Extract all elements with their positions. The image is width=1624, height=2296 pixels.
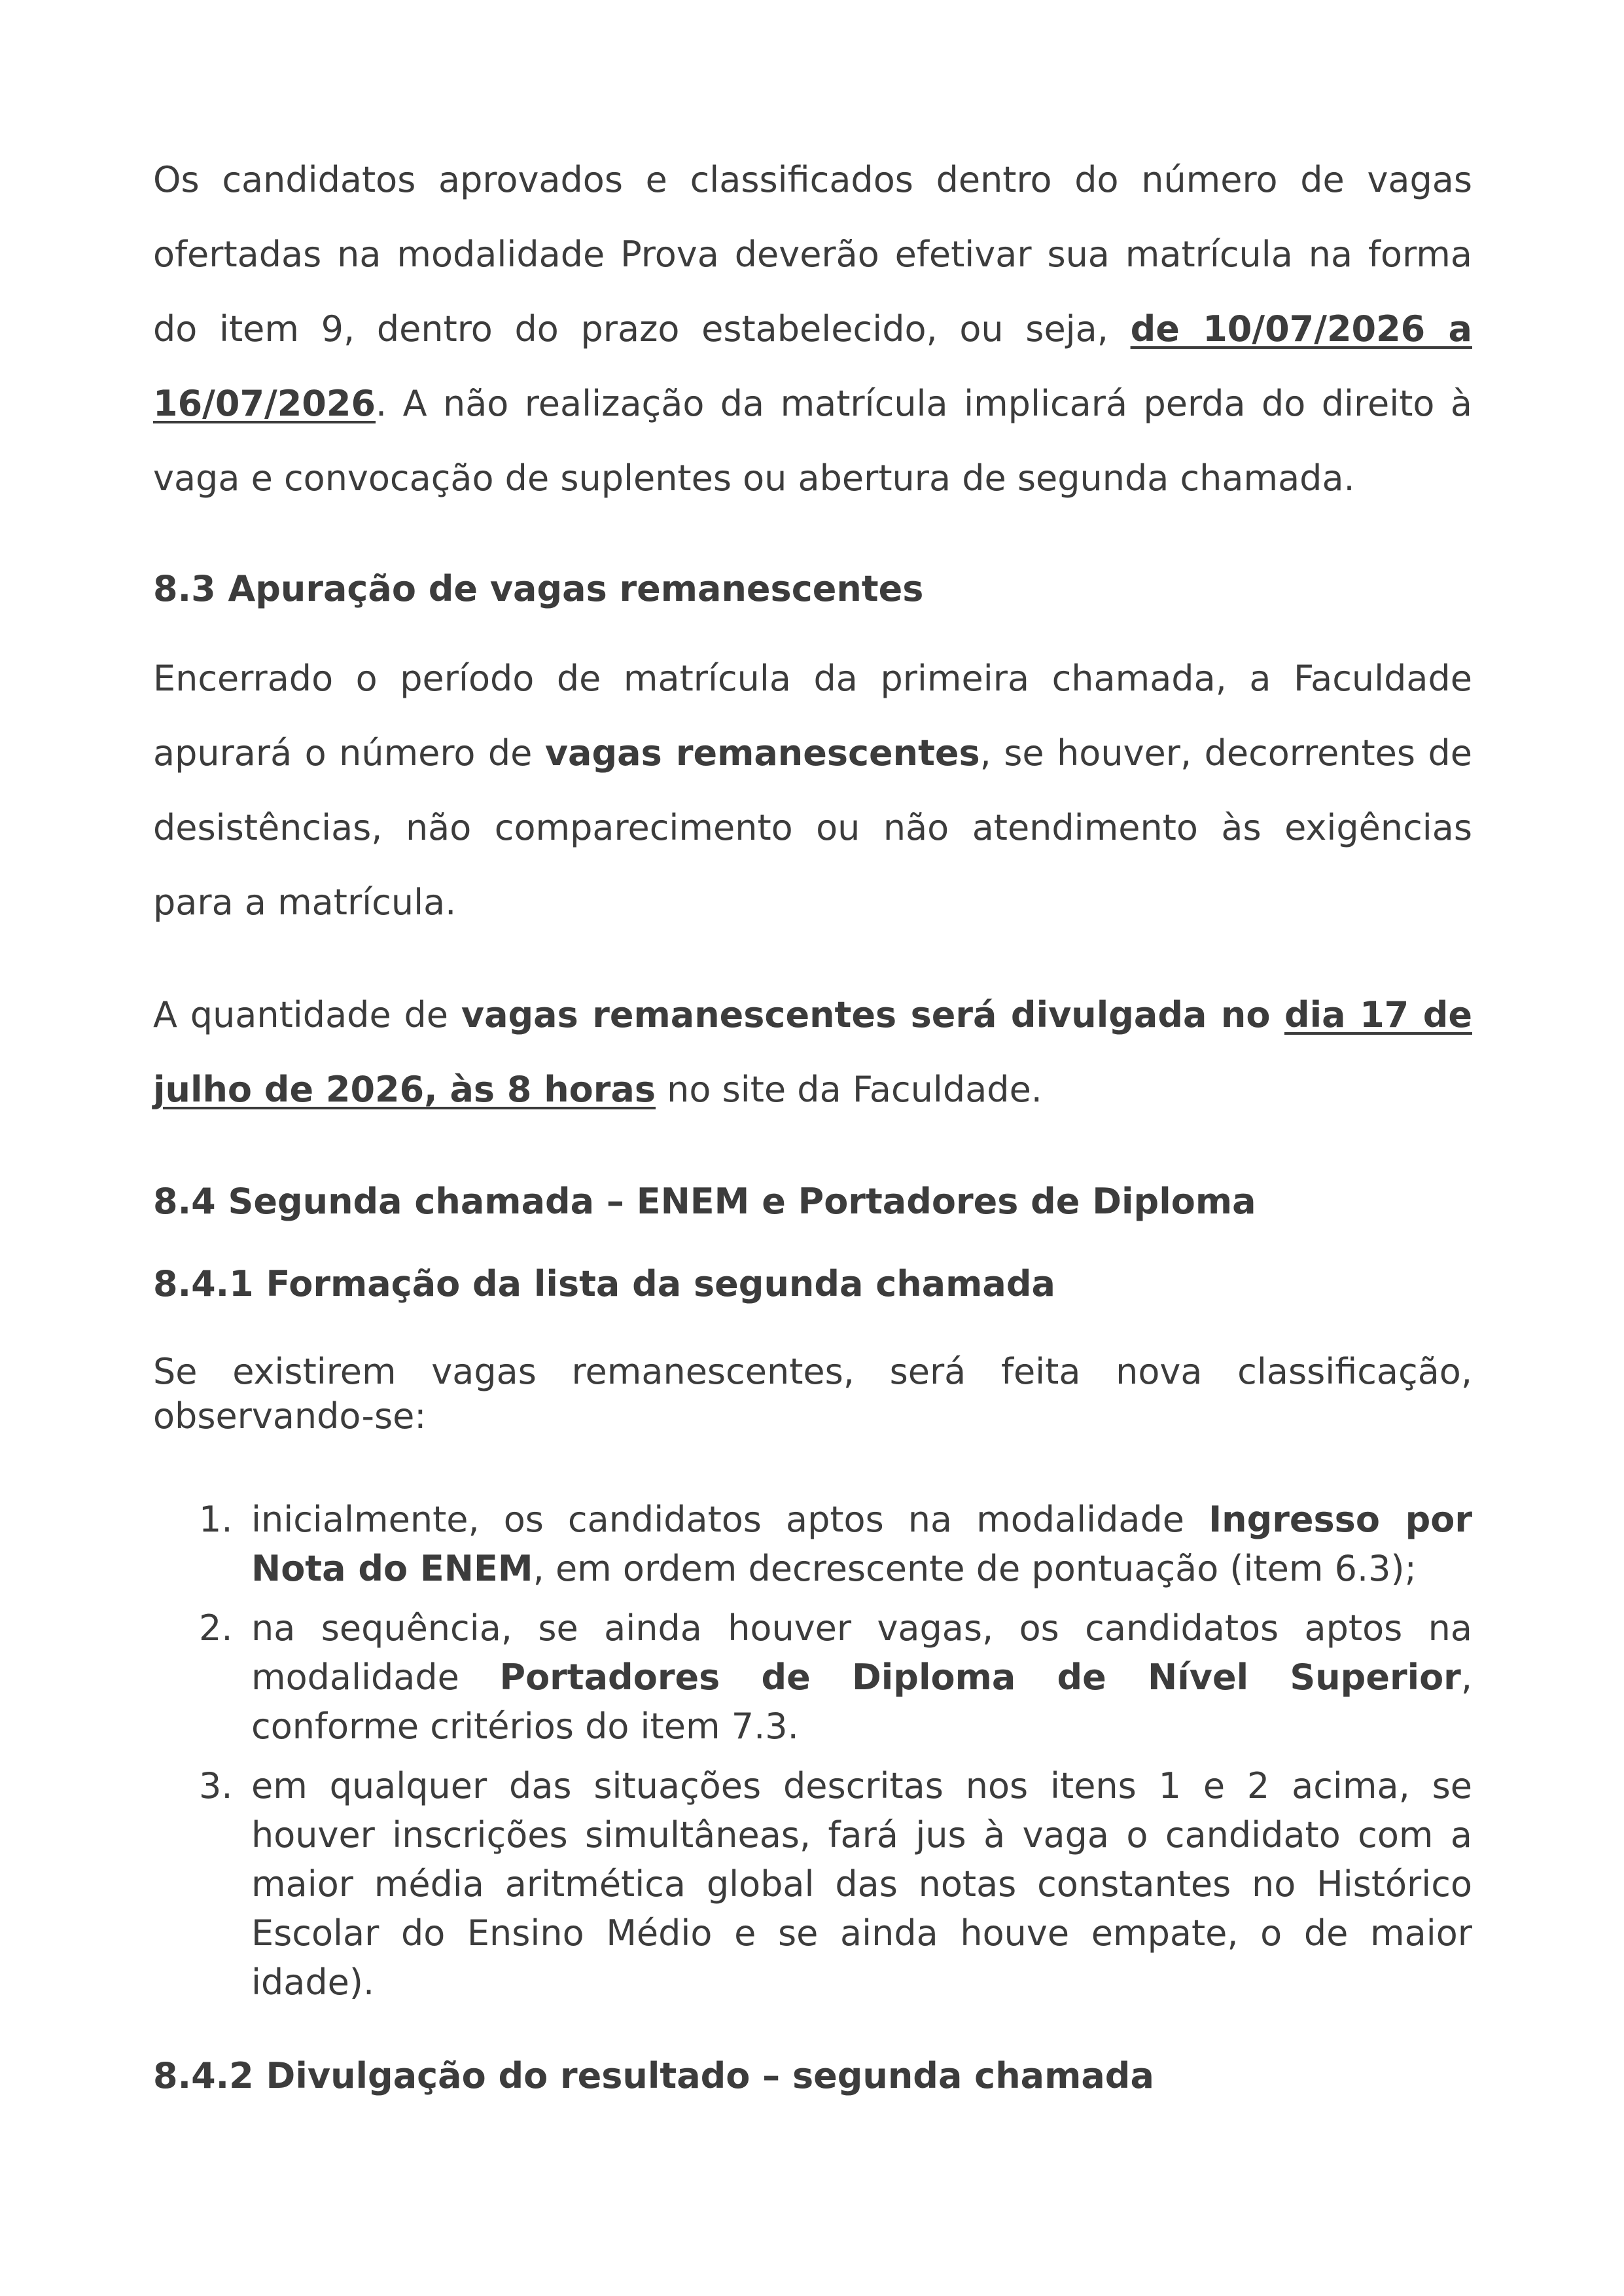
classification-criteria-list xyxy=(153,1495,1472,2017)
section-heading-8-4: 8.4 Segunda chamada – ENEM e Portadores de Diploma xyxy=(153,1181,1256,1222)
enrollment-date-range: de 10/07/2026 a 16/07/2026 xyxy=(153,308,1472,424)
paragraph-enrollment-deadline: Os candidatos aprovados e classificados dentro do número de vagas ofertadas na modalidade Prova deverão efetivar sua matrícula na forma do item 9, dentro do prazo estabelecido, ou seja, de 10/07/2026 a 16/07/2026. A não realização da matrícula implicará perda do direito à vaga e convocação de suplentes ou abertura de segunda chamada. xyxy=(153,159,1472,499)
subsection-heading-8-4-1: 8.4.1 Formação da lista da segunda chamada xyxy=(153,1263,1055,1304)
list-item: 2. na sequência, se ainda houver vagas, os candidatos aptos na modalidade Portadores de Diploma de Nível Superior, conforme critérios do item 7.3. xyxy=(199,1607,1472,1747)
paragraph-second-call-intro: Se existirem vagas remanescentes, será feita nova classificação, observando-se: xyxy=(153,1351,1472,1437)
subsection-heading-8-4-2: 8.4.2 Divulgação do resultado – segunda chamada xyxy=(153,2055,1154,2096)
paragraph-remaining-vacancies: Encerrado o período de matrícula da primeira chamada, a Faculdade apurará o número de vagas remanescentes, se houver, decorrentes de desistências, não comparecimento ou não atendimento às exigências para a matrícula. xyxy=(153,658,1472,923)
section-heading-8-3: 8.3 Apuração de vagas remanescentes xyxy=(153,568,924,609)
list-item: 3. em qualquer das situações descritas nos itens 1 e 2 acima, se houver inscrições simultâneas, fará jus à vaga o candidato com a maior média aritmética global das notas constantes no Histórico Escolar do Ensino Médio e se ainda houve empate, o de maior idade). xyxy=(199,1765,1472,2003)
paragraph-vacancies-announcement: A quantidade de vagas remanescentes será divulgada no dia 17 de julho de 2026, às 8 horas no site da Faculdade. xyxy=(153,994,1472,1110)
announcement-date: dia 17 de julho de 2026, às 8 horas xyxy=(153,994,1472,1110)
list-item: 1. inicialmente, os candidatos aptos na modalidade Ingresso por Nota do ENEM, em ordem decrescente de pontuação (item 6.3); xyxy=(199,1499,1473,1589)
